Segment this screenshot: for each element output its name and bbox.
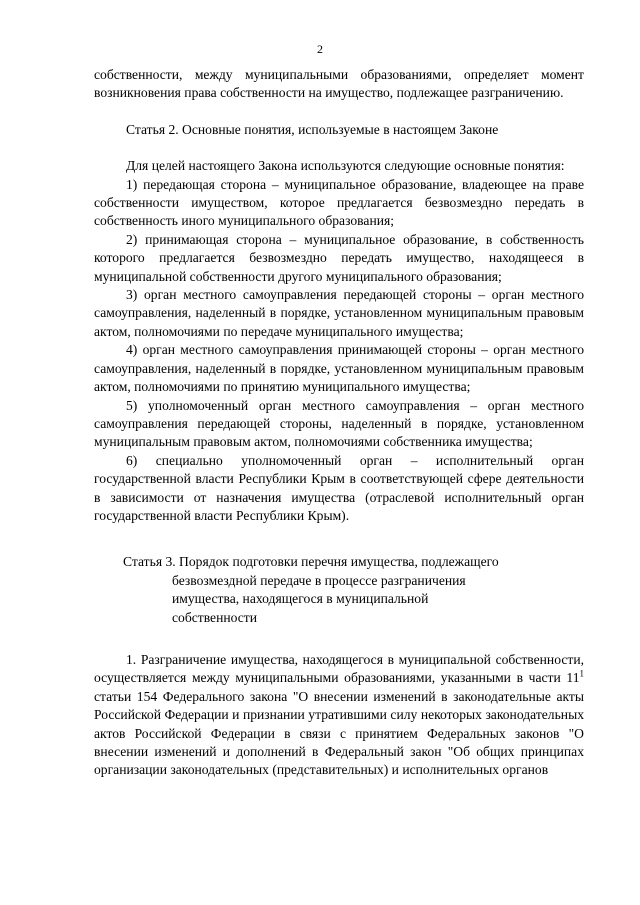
article-3-p1-text: 1. Разграничение имущества, находящегося в муниципальной собственности, осуществляется между муниципальными образованиями, указанными в части 11 (94, 651, 584, 686)
article-3-title (94, 553, 584, 627)
definition-item-2: 2) принимающая сторона – муниципальное образование, в собственность которого предлагается безвозмездно передать имущество, находящееся в муниципальной собственности другого муниципального образования; (94, 231, 584, 284)
document-body (94, 66, 584, 780)
superscript: 1 (579, 668, 584, 679)
article-3-title-rest: безвозмездной передаче в процессе разграничения имущества, находящегося в муниципальной собственности (172, 572, 466, 625)
definition-item-5: 5) уполномоченный орган местного самоуправления – орган местного самоуправления передающей стороны, наделенный в порядке, установленном муниципальным правовым актом, полномочиями собственника имущества; (94, 397, 584, 450)
article-3-paragraph-1 (94, 651, 584, 780)
continuation-paragraph: собственности, между муниципальными образованиями, определяет момент возникновения права собственности на имущество, подлежащее разграничению. (94, 67, 584, 101)
article-2-title: Статья 2. Основные понятия, используемые в настоящем Законе (126, 121, 499, 137)
article-3-p1-text-cont: статьи 154 Федерального закона "О внесении изменений в законодательные акты Российской Федерации и признании утратившими силу некоторых законодательных актов Российской Федерации в связи с принятием Федеральных законов "О внесении изменений и дополнений в Федеральный закон "Об общих принципах организации законодательных (представительных) и исполнительных органов (94, 688, 584, 778)
article-2-intro: Для целей настоящего Закона используются следующие основные понятия: (126, 158, 565, 174)
page-number: 2 (317, 42, 323, 56)
article-3-title-line1: Статья 3. Порядок подготовки перечня имущества, подлежащего (123, 554, 499, 570)
definition-item-3: 3) орган местного самоуправления передающей стороны – орган местного самоуправления, наделенный в порядке, установленном муниципальным правовым актом, полномочиями по передаче муниципального имущества; (94, 287, 584, 339)
definition-item-6: 6) специально уполномоченный орган – исполнительный орган государственной власти Республики Крым в соответствующей сфере деятельности в зависимости от назначения имущества (отраслевой исполнительный орган государственной власти Республики Крым). (94, 452, 584, 523)
definition-item-1: 1) передающая сторона – муниципальное образование, владеющее на праве собственности имуществом, которое предлагается безвозмездно передать в собственность иного муниципального образования; (94, 176, 584, 229)
definition-item-4: 4) орган местного самоуправления принимающей стороны – орган местного самоуправления, наделенный в порядке, установленном муниципальным правовым актом, полномочиями по принятию муниципального имущества; (94, 342, 584, 395)
